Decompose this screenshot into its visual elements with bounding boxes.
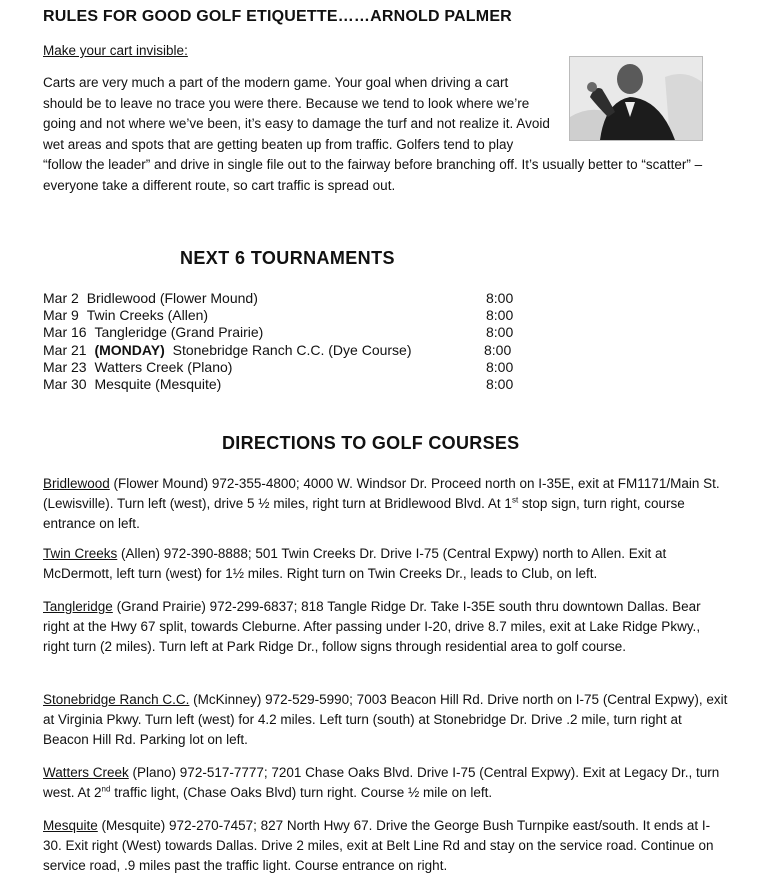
tournament-course: Mesquite (Mesquite) <box>94 375 222 392</box>
directions-tangleridge <box>43 597 728 657</box>
tournament-list <box>43 290 523 393</box>
tournament-date: Mar 16 <box>43 324 87 341</box>
tournament-time: 8:00 <box>484 341 512 358</box>
directions-mesquite <box>43 816 728 876</box>
arnold-palmer-photo <box>569 56 703 141</box>
tournament-date: Mar 9 <box>43 307 79 324</box>
course-directions-cont: stop sign, turn right, course entrance on left. <box>43 496 685 531</box>
tournament-time: 8:00 <box>486 324 514 341</box>
course-name: Stonebridge Ranch C.C. <box>43 692 190 707</box>
tournament-date: Mar 2 <box>43 290 79 306</box>
tournament-row <box>43 342 523 359</box>
tournament-row <box>43 290 523 307</box>
tournament-course: Watters Creek (Plano) <box>94 358 233 375</box>
tournaments-heading: NEXT 6 TOURNAMENTS <box>180 248 395 268</box>
course-name: Tangleridge <box>43 599 113 614</box>
etiquette-subheading-colon: : <box>184 43 188 58</box>
tournament-course: Twin Creeks (Allen) <box>86 307 209 324</box>
course-name: Twin Creeks <box>43 546 118 561</box>
tournament-time: 8:00 <box>486 358 514 375</box>
tournament-date: Mar 21 <box>43 341 87 358</box>
tournament-day-note: (MONDAY) <box>94 341 165 358</box>
course-directions: (Flower Mound) 972-355-4800; 4000 W. Windsor Dr. Proceed north on I-35E, exit at FM1171/Main St. (Lewisville). Turn left (west), drive 5 ½ miles, right turn at Bridlewood Blvd. At 1 <box>43 476 720 511</box>
tournament-date: Mar 30 <box>43 375 87 392</box>
tournament-course: Bridlewood (Flower Mound) <box>86 290 258 306</box>
course-directions: (Allen) 972-390-8888; 501 Twin Creeks Dr. Drive I-75 (Central Expwy) north to Allen. Exit at McDermott, left turn (west) for 1½ miles. Right turn on Twin Creeks Dr., leads to Club, on left. <box>43 546 667 581</box>
tournament-row <box>43 376 523 393</box>
tournament-time: 8:00 <box>486 290 514 306</box>
tournament-time: 8:00 <box>486 307 514 324</box>
etiquette-body-text: Carts are very much a part of the modern game. Your goal when driving a cart should be to leave no trace you were there. Because we tend to look where we’re going and not where we’ve been, it’s easy to damage the turf and not realize it. Avoid wet areas and spots that are getting beaten up from traffic. Golfers tend to play “follow the leader” and drive in single file out to the fairway before branching off. It’s usually better to “scatter” – everyone take a different route, so cart traffic is spread out. <box>43 75 703 193</box>
etiquette-subheading <box>43 43 188 58</box>
tournament-row <box>43 359 523 376</box>
etiquette-paragraph <box>43 73 703 196</box>
directions-stonebridge <box>43 690 728 750</box>
directions-bridlewood <box>43 474 728 534</box>
tournament-time: 8:00 <box>486 375 514 392</box>
directions-watters-creek <box>43 763 728 803</box>
directions-twin-creeks <box>43 544 728 584</box>
tournament-course: Tangleridge (Grand Prairie) <box>94 324 264 341</box>
page-title: RULES FOR GOOD GOLF ETIQUETTE……ARNOLD PALMER <box>43 8 512 25</box>
ordinal-suffix: nd <box>101 784 111 794</box>
etiquette-subheading-text: Make your cart invisible <box>43 43 185 58</box>
tournament-row <box>43 307 523 324</box>
course-directions: (Plano) 972-517-7777; 7201 Chase Oaks Blvd. Drive I-75 (Central Expwy). Exit at Legacy Dr., turn west. At 2 <box>43 765 720 800</box>
ordinal-suffix: st <box>511 495 519 505</box>
course-name: Bridlewood <box>43 476 110 491</box>
tournament-date: Mar 23 <box>43 358 87 375</box>
course-directions: (McKinney) 972-529-5990; 7003 Beacon Hill Rd. Drive north on I-75 (Central Expwy), exit at Virginia Pkwy. Turn left (west) for 4.2 miles. Left turn (south) at Stonebridge Dr. Drive .2 mile, turn right at Beacon Hill Rd. Parking lot on left. <box>43 692 728 747</box>
directions-heading: DIRECTIONS TO GOLF COURSES <box>222 433 520 453</box>
course-directions-cont: traffic light, (Chase Oaks Blvd) turn right. Course ½ mile on left. <box>110 785 493 800</box>
course-directions: (Grand Prairie) 972-299-6837; 818 Tangle Ridge Dr. Take I-35E south thru downtown Dallas. Bear right at the Hwy 67 split, towards Cleburne. After passing under I-20, drive 8.7 miles, exit at Lake Ridge Pkwy., right turn (2 miles). Turn left at Park Ridge Dr., follow signs through residential area to golf course. <box>43 599 701 654</box>
tournament-row <box>43 324 523 341</box>
tournament-course: Stonebridge Ranch C.C. (Dye Course) <box>172 341 412 358</box>
course-name: Watters Creek <box>43 765 129 780</box>
course-directions: (Mesquite) 972-270-7457; 827 North Hwy 67. Drive the George Bush Turnpike east/south. It ends at I-30. Exit right (West) towards Dallas. Drive 2 miles, exit at Belt Line Rd and stay on the service road. Continue on service road, .9 miles past the traffic light. Course entrance on right. <box>43 818 714 873</box>
course-name: Mesquite <box>43 818 98 833</box>
